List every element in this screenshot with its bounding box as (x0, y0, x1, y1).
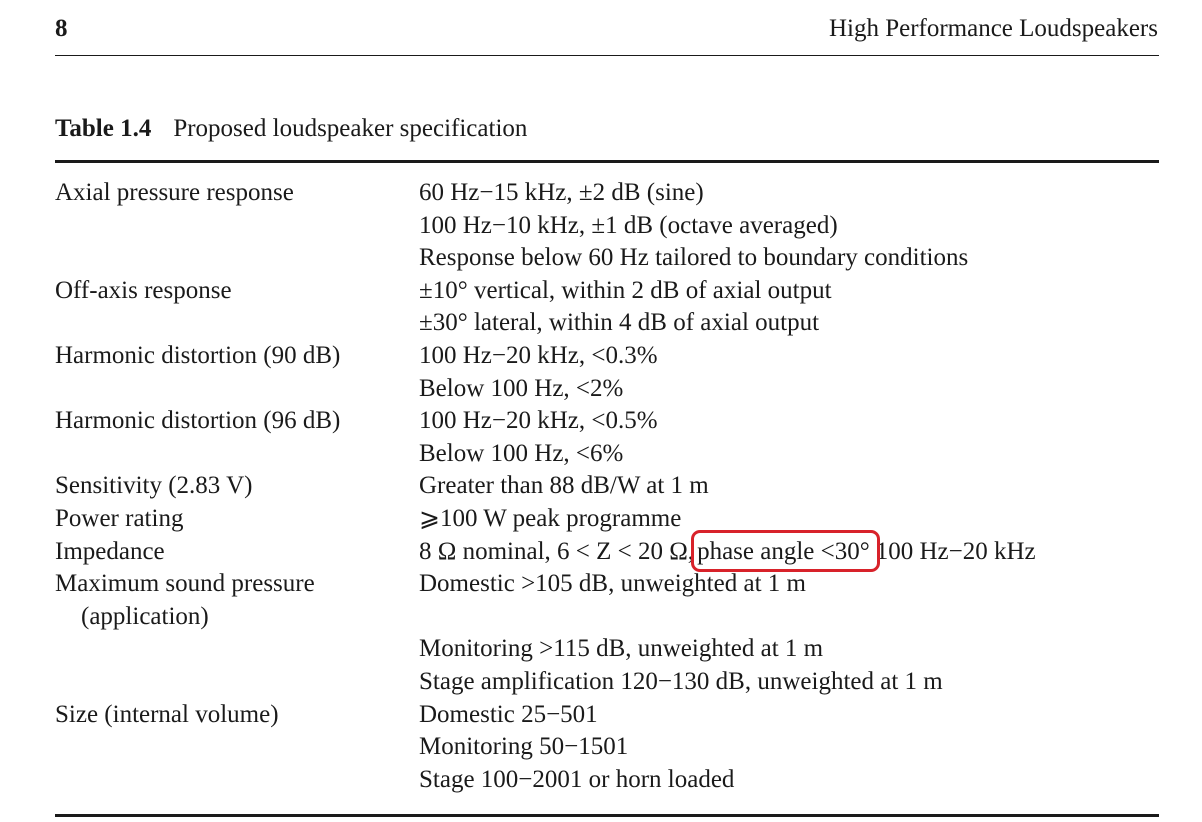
table-row (55, 307, 1159, 340)
spec-value: Response below 60 Hz tailored to boundary conditions (419, 244, 969, 272)
spec-parameter: Impedance (55, 537, 165, 565)
spec-value: 100 Hz−10 kHz, ±1 dB (octave averaged) (419, 211, 838, 239)
spec-value: Greater than 88 dB/W at 1 m (419, 472, 709, 500)
spec-value: Below 100 Hz, <6% (419, 439, 624, 467)
table-caption-text: Proposed loudspeaker specification (173, 115, 528, 142)
table-row (55, 601, 1159, 634)
spec-value: 100 Hz−20 kHz, <0.3% (419, 341, 658, 369)
spec-parameter: Axial pressure response (55, 179, 294, 206)
spec-parameter: Power rating (55, 504, 184, 532)
running-head-title: High Performance Loudspeakers (828, 15, 1158, 42)
table-row (55, 177, 1159, 210)
spec-value: 100 Hz−20 kHz, <0.5% (419, 407, 658, 435)
table-caption (55, 114, 527, 144)
table-row (55, 210, 1159, 243)
table-row (55, 764, 1159, 797)
spec-parameter-continuation: (application) (81, 602, 209, 630)
table-row (55, 275, 1159, 308)
spec-parameter: Sensitivity (2.83 V) (55, 472, 253, 500)
table-row (55, 568, 1159, 601)
spec-value: ±10° vertical, within 2 dB of axial output (419, 276, 832, 304)
table-row (55, 633, 1159, 666)
table-row (55, 731, 1159, 764)
spec-parameter: Harmonic distortion (96 dB) (55, 407, 341, 435)
table-row (55, 699, 1159, 732)
spec-parameter: Harmonic distortion (90 dB) (55, 341, 341, 369)
table-row (55, 438, 1159, 471)
spec-value: Below 100 Hz, <2% (419, 374, 624, 402)
spec-value (419, 536, 1036, 569)
table-row (55, 242, 1159, 275)
spec-parameter: Off-axis response (55, 276, 232, 304)
spec-parameter: Maximum sound pressure (55, 570, 315, 598)
spec-value: Stage 100−2001 or horn loaded (419, 765, 735, 793)
table-row (55, 536, 1159, 569)
spec-value: Monitoring >115 dB, unweighted at 1 m (419, 635, 824, 663)
table-label: Table 1.4 (55, 115, 152, 142)
table-row (55, 405, 1159, 438)
spec-table (55, 177, 1159, 796)
spec-parameter: Size (internal volume) (55, 700, 279, 728)
spec-value: Stage amplification 120−130 dB, unweighted at 1 m (419, 667, 943, 695)
page-number: 8 (55, 15, 68, 42)
spec-value: 60 Hz−15 kHz, ±2 dB (sine) (419, 179, 704, 206)
impedance-frequency-range: 100 Hz−20 kHz (875, 537, 1036, 565)
table-bottom-rule (55, 814, 1159, 817)
spec-value: Domestic >105 dB, unweighted at 1 m (419, 570, 806, 598)
table-row (55, 340, 1159, 373)
table-row (55, 373, 1159, 406)
table-row (55, 666, 1159, 699)
spec-value: Monitoring 50−1501 (419, 733, 629, 761)
table-top-rule (55, 160, 1159, 163)
table-row (55, 470, 1159, 503)
impedance-value-text: 8 Ω nominal, 6 < Z < 20 Ω, (419, 537, 695, 565)
table-row (55, 503, 1159, 536)
spec-value: ±30° lateral, within 4 dB of axial output (419, 309, 820, 337)
spec-value: ⩾100 W peak programme (419, 504, 682, 532)
spec-value: Domestic 25−501 (419, 700, 598, 728)
annotation-highlight-box: phase angle <30° (695, 536, 874, 569)
header-rule (55, 55, 1159, 56)
